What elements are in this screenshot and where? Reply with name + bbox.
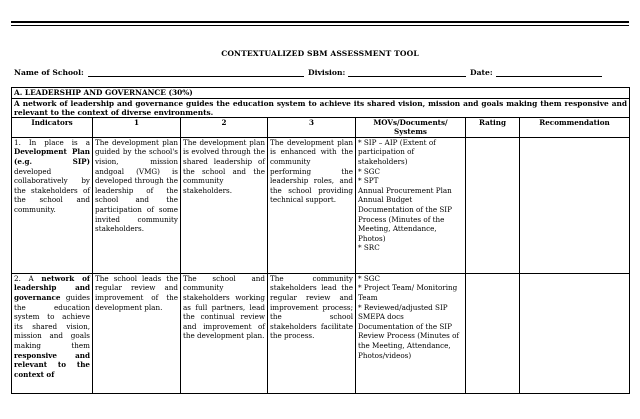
section-row: [12, 88, 630, 99]
division-field[interactable]: [348, 76, 466, 77]
level1-cell: The school leads the regular review and improvement of the development plan.: [93, 273, 181, 393]
header-col1: 1: [93, 117, 181, 137]
rating-cell[interactable]: [466, 137, 520, 273]
level1-cell: The development plan guided by the school's vision, mission andgoal (VMG) is developed through the leadership of the school and the participation of some invited community stakeholders.: [93, 137, 181, 273]
school-info-line: [14, 68, 626, 80]
name-of-school-field[interactable]: [88, 76, 304, 77]
movs-cell: * SIP – AIP (Extent of participation of stakeholders) * SGC * SPT Annual Procurement Plan Annual Budget Documentation of the SIP Process (Minutes of the Meeting, Attendance, Photos) * SRC: [356, 137, 466, 273]
indicator-keyword: responsive and relevant to the context of: [14, 350, 90, 379]
top-rule-thin: [11, 25, 629, 26]
date-label: Date:: [470, 68, 493, 77]
document-title: CONTEXTUALIZED SBM ASSESSMENT TOOL: [221, 49, 419, 58]
header-indicators: Indicators: [12, 117, 93, 137]
top-rule-thick: [11, 21, 629, 23]
movs-cell: * SGC * Project Team/ Monitoring Team * Reviewed/adjusted SIP SMEPA docs Documentation of the SIP Review Process (Minutes of the Meeting, Attendance, Photos/videos): [356, 273, 466, 393]
level2-cell: The development plan is evolved through the shared leadership of the school and the community stakeholders.: [181, 137, 268, 273]
indicator-cell: 1. In place is a Development Plan (e.g. SIP) developed collaboratively by the stakeholders of the school and community.: [12, 137, 93, 273]
date-field[interactable]: [496, 76, 602, 77]
header-col2: 2: [181, 117, 268, 137]
indicator-keyword: Development Plan (e.g. SIP): [14, 147, 90, 166]
table-row: [12, 137, 630, 273]
header-recommendation: Recommendation: [520, 117, 630, 137]
recommendation-cell[interactable]: [520, 137, 630, 273]
division-label: Division:: [308, 68, 346, 77]
principle-row: [12, 98, 630, 117]
level3-cell: The community stakeholders lead the regular review and improvement process; the school stakeholders facilitate the process.: [268, 273, 356, 393]
indicator-cell: 2. A network of leadership and governance guides the education system to achieve its shared vision, mission and goals making them responsive and relevant to the context of: [12, 273, 93, 393]
section-title: A. LEADERSHIP AND GOVERNANCE (30%): [12, 88, 630, 99]
table-row: [12, 273, 630, 393]
name-of-school-label: Name of School:: [14, 68, 84, 77]
rating-cell[interactable]: [466, 273, 520, 393]
section-principle: A network of leadership and governance guides the education system to achieve its shared vision, mission and goals making them responsive and relevant to the context of diverse environments.: [12, 98, 630, 117]
assessment-table: [11, 87, 630, 394]
header-movs: MOVs/Documents/ Systems: [356, 117, 466, 137]
header-rating: Rating: [466, 117, 520, 137]
level2-cell: The school and community stakeholders working as full partners, lead the continual review and improvement of the development plan.: [181, 273, 268, 393]
level3-cell: The development plan is enhanced with the community performing the leadership roles, and the school providing technical support.: [268, 137, 356, 273]
recommendation-cell[interactable]: [520, 273, 630, 393]
header-col3: 3: [268, 117, 356, 137]
header-row: [12, 117, 630, 137]
indicator-keyword: network of leadership and governance: [14, 273, 90, 302]
